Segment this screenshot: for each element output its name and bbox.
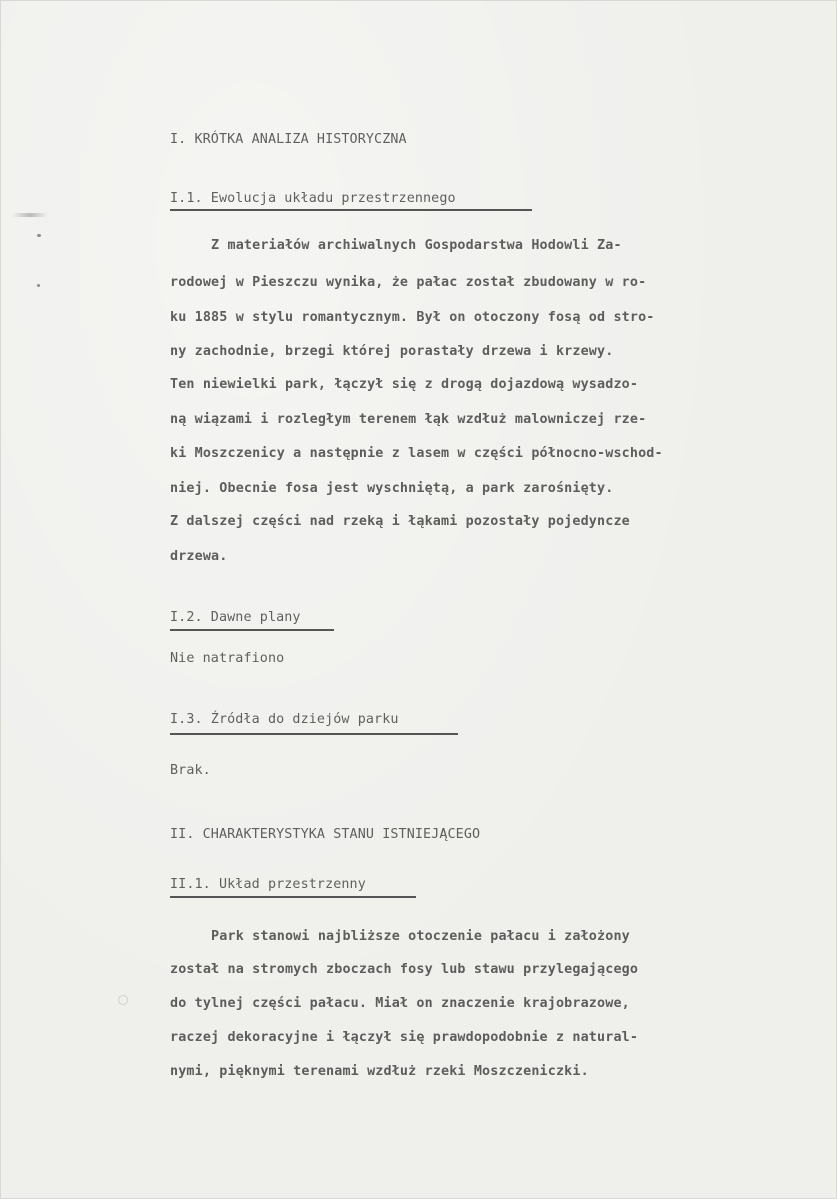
paragraph-line: ną wiązami i rozległym terenem łąk wzdłuż malowniczej rze- [170,412,647,427]
paragraph-line: drzewa. [170,549,228,564]
paragraph-line: raczej dekoracyjne i łączył się prawdopodobnie z natural- [170,1030,639,1045]
section-1-2-title: I.2. Dawne plany [170,610,301,625]
paragraph-line: nymi, pięknymi terenami wzdłuż rzeki Moszczeniczki. [170,1064,589,1079]
section-2-1-underline [170,896,416,898]
section-1-3-text: Brak. [170,763,211,778]
section-1-2-text: Nie natrafiono [170,651,285,666]
paragraph-line: do tylnej części pałacu. Miał on znaczenie krajobrazowe, [170,996,630,1011]
section-2-title: II. CHARAKTERYSTYKA STANU ISTNIEJĄCEGO [170,827,481,842]
paragraph-line: ku 1885 w stylu romantycznym. Był on otoczony fosą od stro- [170,310,655,325]
paragraph-line: Park stanowi najbliższe otoczenie pałacu i założony [170,929,630,944]
paper-smudge [12,213,48,217]
paragraph-line: ny zachodnie, brzegi której porastały drzewa i krzewy. [170,344,614,359]
punch-mark [37,284,40,287]
paragraph-line: Z materiałów archiwalnych Gospodarstwa Hodowli Za- [170,238,622,253]
section-1-title: I. KRÓTKA ANALIZA HISTORYCZNA [170,132,407,147]
paragraph-line: rodowej w Pieszczu wynika, że pałac został zbudowany w ro- [170,275,647,290]
paragraph-line: został na stromych zboczach fosy lub stawu przylegającego [170,962,639,977]
section-1-3-title: I.3. Źródła do dziejów parku [170,712,399,727]
section-1-1-title: I.1. Ewolucja układu przestrzennego [170,191,456,206]
paragraph-line: ki Moszczenicy a następnie z lasem w części północno-wschod- [170,446,663,461]
paragraph-line: Ten niewielki park, łączył się z drogą dojazdową wysadzo- [170,377,639,392]
paragraph-line: niej. Obecnie fosa jest wyschniętą, a park zarośnięty. [170,481,614,496]
section-2-1-title: II.1. Układ przestrzenny [170,877,366,892]
paper-stain [118,995,128,1005]
section-1-3-underline [170,733,458,735]
punch-mark [37,234,41,237]
section-1-2-underline [170,629,334,631]
section-1-1-underline [170,209,532,211]
paragraph-line: Z dalszej części nad rzeką i łąkami pozostały pojedyncze [170,514,630,529]
